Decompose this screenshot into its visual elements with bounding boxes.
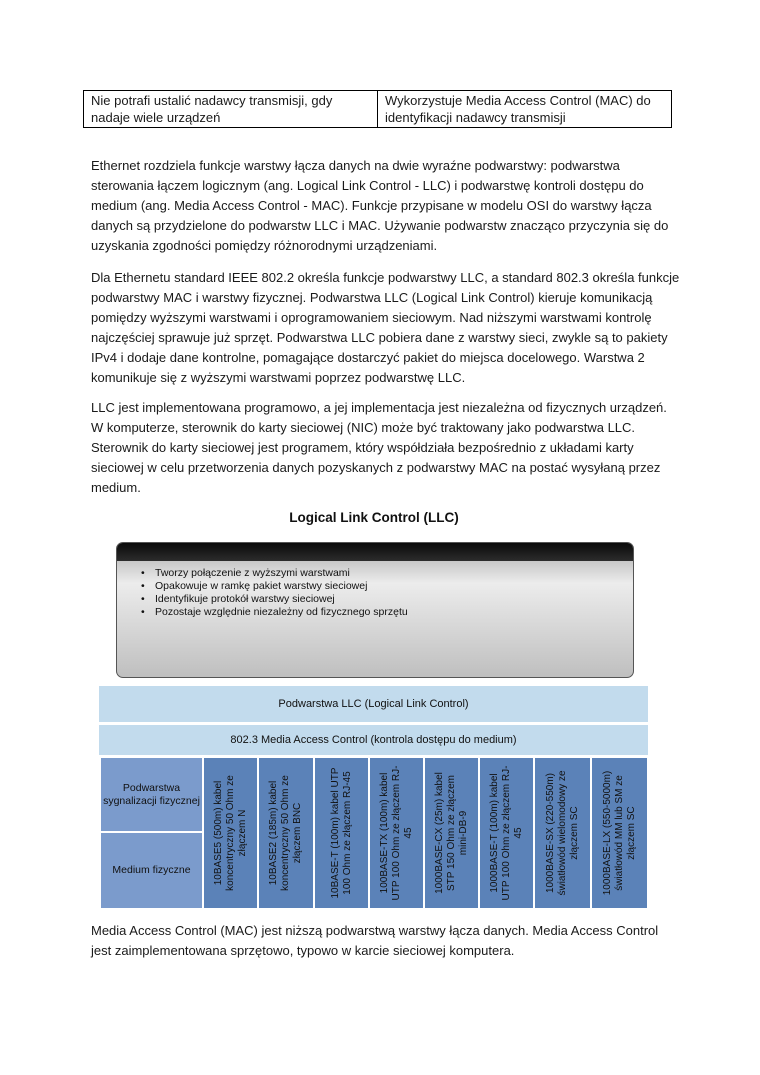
figure-title: Logical Link Control (LLC) [289, 510, 459, 525]
standard-column-text: 10BASE-T (100m) kabel UTP 100 Ohm ze złączem RJ-45 [329, 767, 353, 899]
llc-bullet-list [117, 567, 633, 619]
standard-column-text: 1000BASE-LX (550-5000m) światłowód MM lub SM ze złączem SC [601, 770, 637, 896]
physical-medium-label [100, 832, 203, 909]
comparison-table [83, 90, 672, 128]
standard-column-text: 1000BASE-CX (25m) kabel STP 150 Ohm ze złączem mini-DB-9 [433, 772, 469, 894]
table-cell-right: Wykorzystuje Media Access Control (MAC) do identyfikacji nadawcy transmisji [378, 91, 672, 128]
physical-signaling-text: Podwarstwa sygnalizacji fizycznej [103, 781, 200, 807]
paragraph-sublayers: Ethernet rozdziela funkcje warstwy łącza danych na dwie wyraźne podwarstwy: podwarstwa sterowania łączem logicznym (ang. Logical Link Control - LLC) i podwarstwę kontroli dostępu do medium (ang. Media Access Control - MAC). Funkcje przypisane w modelu OSI do warstwy łącza danych są przydzielone do podwarstw LLC i MAC. Używanie podwarstw znacząco przyczynia się do uzyskania zgodności pomiędzy różnorodnymi urządzeniami. [91, 158, 669, 253]
standard-column-10base5 [203, 757, 258, 909]
standard-column-10base-t [314, 757, 369, 909]
paragraph-ieee-standards: Dla Ethernetu standard IEEE 802.2 określa funkcje podwarstwy LLC, a standard 802.3 określa funkcje podwarstwy MAC i warstwy fizycznej. Podwarstwa LLC (Logical Link Control) kieruje komunikacją pomiędzy wyższymi warstwami i oprogramowaniem sieciowym. Nad niższymi warstwami kontrolę najczęściej sprawuje już sprzęt. Podwarstwa LLC pobiera dane z warstwy sieci, zwykle są to pakiety IPv4 i dodaje dane kontrolne, pomagające dostarczyć pakiet do miejsca docelowego. Warstwa 2 komunikuje się z wyższymi warstwami poprzez podwarstwę LLC. [91, 270, 680, 385]
standard-column-text: 1000BASE-T (100m) kabel UTP 100 Ohm ze złączem RJ-45 [488, 765, 524, 901]
table-cell-left: Nie potrafi ustalić nadawcy transmisji, gdy nadaje wiele urządzeń [84, 91, 378, 128]
standard-column-100base-tx [369, 757, 424, 909]
table-row [84, 91, 672, 128]
paragraph-llc-software: LLC jest implementowana programowo, a jej implementacja jest niezależna od fizycznych urządzeń. W komputerze, sterownik do karty sieciowej (NIC) może być traktowany jako podwarstwa LLC. Sterownik do karty sieciowej jest programem, który współdziała bezpośrednio z układami karty sieciowej w celu przetworzenia danych pozyskanych z podwarstwy MAC na postać wysyłaną przez medium. [91, 400, 667, 495]
mac-sublayer-band: 802.3 Media Access Control (kontrola dostępu do medium) [99, 725, 648, 755]
standard-column-1000base-t [479, 757, 534, 909]
standard-column-10base2 [258, 757, 314, 909]
paragraph-mac: Media Access Control (MAC) jest niższą podwarstwą warstwy łącza danych. Media Access Control jest zaimplementowana sprzętowo, typowo w karcie sieciowej komputera. [91, 923, 659, 958]
standard-column-1000base-lx [591, 757, 648, 909]
list-item: • Opakowuje w ramkę pakiet warstwy sieciowej [155, 580, 633, 593]
list-item: • Tworzy połączenie z wyższymi warstwami [155, 567, 633, 580]
physical-medium-text: Medium fizyczne [112, 864, 191, 876]
list-item: • Pozostaje względnie niezależny od fizycznego sprzętu [155, 606, 633, 619]
llc-sublayer-band: Podwarstwa LLC (Logical Link Control) [99, 686, 648, 722]
standard-column-text: 1000BASE-SX (220-550m) światłowód wielomodowy ze złączem SC [544, 770, 580, 896]
llc-box-header [117, 543, 633, 561]
list-item: • Identyfikuje protokół warstwy sieciowej [155, 593, 633, 606]
standard-column-1000base-cx [424, 757, 479, 909]
standard-column-text: 10BASE2 (185m) kabel koncentryczny 50 Ohm ze złączem BNC [268, 775, 303, 891]
llc-functions-box [116, 542, 634, 678]
physical-signaling-label [100, 757, 203, 832]
standard-column-text: 10BASE5 (500m) kabel koncentryczny 50 Ohm ze złączem N [212, 775, 248, 891]
standard-column-1000base-sx [534, 757, 591, 909]
standard-column-text: 100BASE-TX (100m) kabel UTP 100 Ohm ze złączem RJ-45 [378, 765, 414, 901]
